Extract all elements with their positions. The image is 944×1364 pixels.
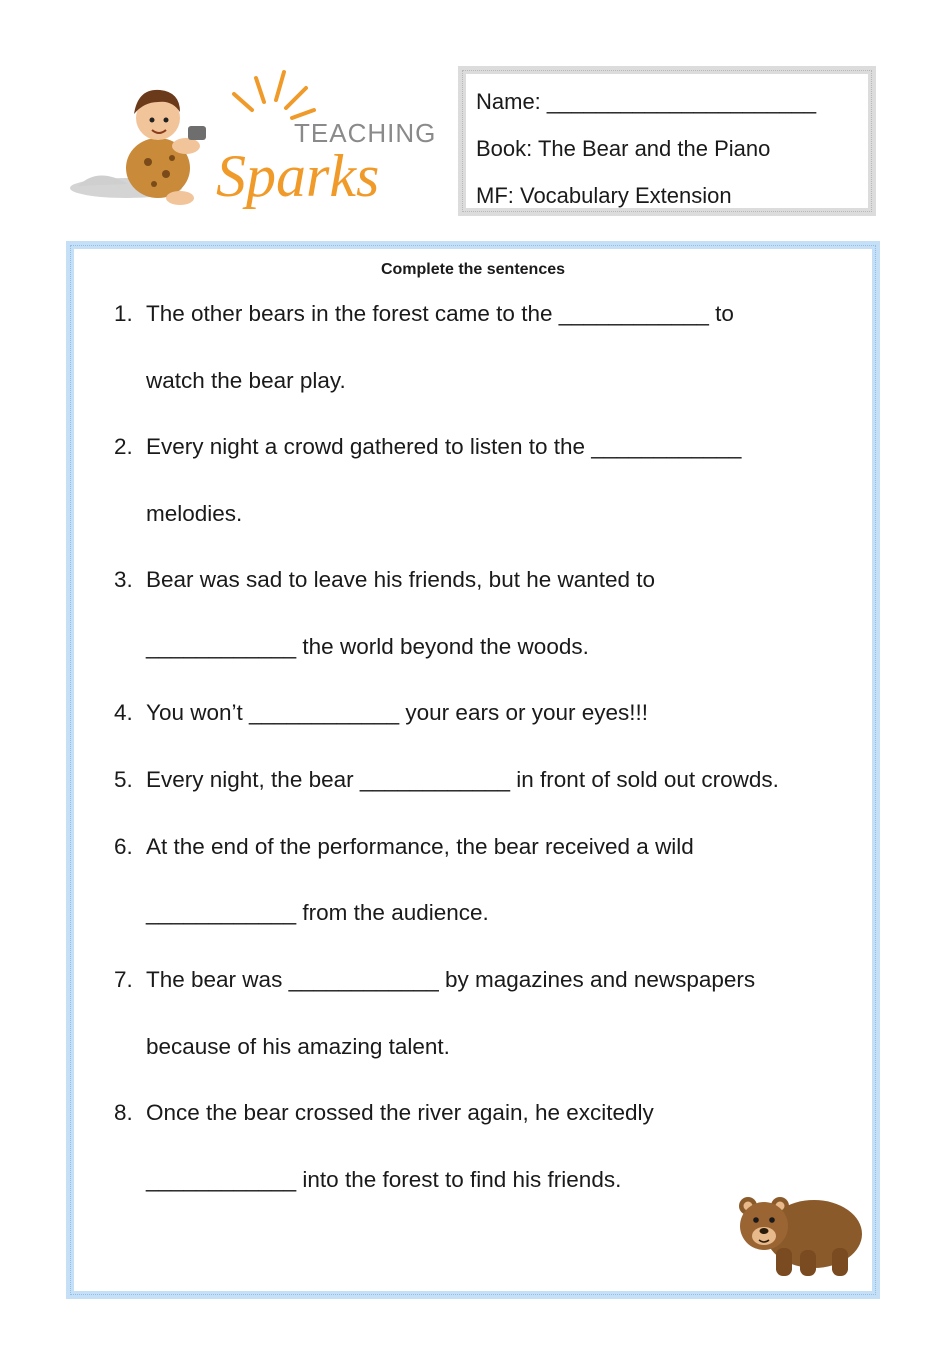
teaching-sparks-logo xyxy=(68,66,444,216)
worksheet-heading: Complete the sentences xyxy=(380,261,566,278)
question-1-continued: watch the bear play. xyxy=(146,368,346,393)
question-7-continued: because of his amazing talent. xyxy=(146,1034,450,1059)
question-2-continued: melodies. xyxy=(146,501,243,526)
question-3-continued: ____________ the world beyond the woods. xyxy=(146,634,589,659)
logo-word-sparks: Sparks xyxy=(216,143,380,209)
question-5: 5. Every night, the bear ____________ in front of sold out crowds. xyxy=(114,767,779,792)
question-3: 3. Bear was sad to leave his friends, but he wanted to xyxy=(114,567,656,592)
question-7: 7. The bear was ____________ by magazines and newspapers xyxy=(114,967,756,992)
question-6: 6. At the end of the performance, the bear received a wild xyxy=(114,834,694,859)
bear-icon xyxy=(736,1184,866,1280)
worksheet-panel xyxy=(66,241,880,1299)
question-1: 1. The other bears in the forest came to the ____________ to xyxy=(114,301,734,326)
question-8-continued: ____________ into the forest to find his friends. xyxy=(146,1167,622,1192)
sunburst-icon xyxy=(234,72,314,118)
student-info-box xyxy=(458,66,876,216)
question-2: 2. Every night a crowd gathered to listen to the ____________ xyxy=(114,434,742,459)
question-4: 4. You won’t ____________ your ears or your eyes!!! xyxy=(114,700,649,725)
logo-word-teaching: TEACHING xyxy=(294,118,437,148)
book-title: Book: The Bear and the Piano xyxy=(476,136,771,161)
name-field[interactable]: Name: ______________________ xyxy=(476,89,817,114)
caveman-mascot-icon xyxy=(70,90,206,205)
question-8: 8. Once the bear crossed the river again, he excitedly xyxy=(114,1100,654,1125)
mf-label: MF: Vocabulary Extension xyxy=(476,183,732,208)
question-6-continued: ____________ from the audience. xyxy=(146,900,489,925)
